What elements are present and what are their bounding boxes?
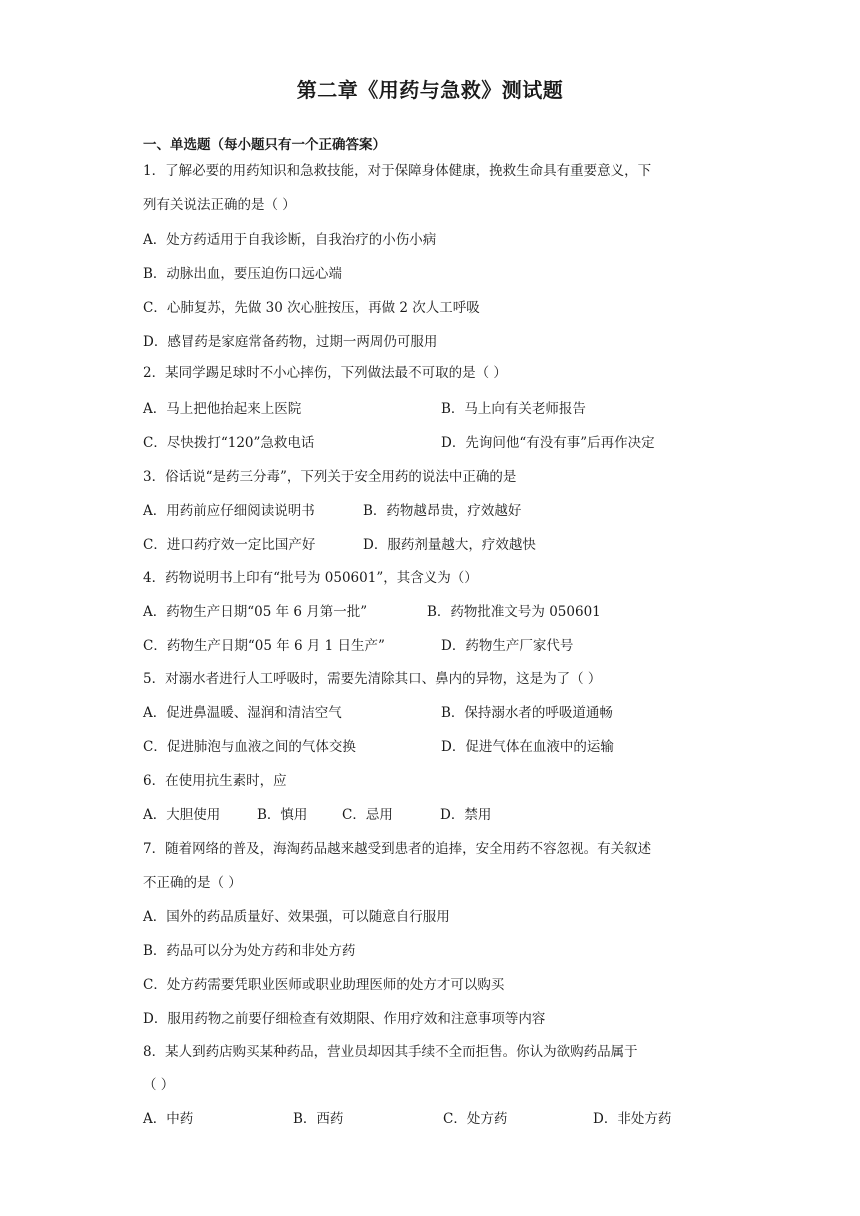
question-7-option-a: A．国外的药品质量好、效果强，可以随意自行服用 — [143, 909, 450, 925]
question-8-stem-line-2: （ ） — [143, 1077, 175, 1093]
question-8-option-c: C．处方药 — [443, 1111, 508, 1127]
question-2-option-c: C．尽快拨打“120”急救电话 — [143, 435, 315, 451]
question-1-stem-line-2: 列有关说法正确的是（ ） — [143, 197, 296, 213]
question-6-option-c: C．忌用 — [342, 807, 393, 823]
question-4-option-a: A．药物生产日期“05 年 6 月第一批” — [143, 604, 368, 620]
question-1-option-a: A．处方药适用于自我诊断，自我治疗的小伤小病 — [143, 232, 437, 248]
question-7-option-c: C．处方药需要凭职业医师或职业助理医师的处方才可以购买 — [143, 977, 505, 993]
question-4-option-c: C．药物生产日期“05 年 6 月 1 日生产” — [143, 638, 385, 654]
question-2-stem-line-1: 2．某同学踢足球时不小心摔伤，下列做法最不可取的是（ ） — [143, 365, 507, 381]
question-7-option-b: B．药品可以分为处方药和非处方药 — [143, 943, 356, 959]
question-8-option-b: B．西药 — [293, 1111, 344, 1127]
question-7-stem-line-2: 不正确的是（ ） — [143, 875, 242, 891]
question-2-option-d: D．先询问他“有没有事”后再作决定 — [441, 435, 655, 451]
question-8-stem-line-1: 8．某人到药店购买某种药品，营业员却因其手续不全而拒售。你认为欲购药品属于 — [143, 1044, 638, 1060]
question-4-option-d: D．药物生产厂家代号 — [441, 638, 574, 654]
question-3-stem-line-1: 3．俗话说“是药三分毒”，下列关于安全用药的说法中正确的是 — [143, 469, 517, 485]
question-5-option-b: B．保持溺水者的呼吸道通畅 — [441, 705, 613, 721]
question-6-option-d: D．禁用 — [440, 807, 492, 823]
question-6-option-b: B．慎用 — [257, 807, 308, 823]
section-heading: 一、单选题（每小题只有一个正确答案） — [143, 137, 386, 153]
question-7-option-d: D．服用药物之前要仔细检查有效期限、作用疗效和注意事项等内容 — [143, 1011, 546, 1027]
question-1-stem-line-1: 1．了解必要的用药知识和急救技能，对于保障身体健康，挽救生命具有重要意义，下 — [143, 163, 652, 179]
question-3-option-c: C．进口药疗效一定比国产好 — [143, 537, 316, 553]
question-4-option-b: B．药物批准文号为 050601 — [427, 604, 601, 620]
question-5-option-a: A．促进鼻温暖、湿润和清洁空气 — [143, 705, 342, 721]
question-2-option-b: B．马上向有关老师报告 — [441, 401, 586, 417]
question-5-stem-line-1: 5．对溺水者进行人工呼吸时，需要先清除其口、鼻内的异物，这是为了（ ） — [143, 671, 602, 687]
question-7-stem-line-1: 7．随着网络的普及，海淘药品越来越受到患者的追捧，安全用药不容忽视。有关叙述 — [143, 841, 652, 857]
question-6-stem-line-1: 6．在使用抗生素时，应 — [143, 773, 287, 789]
question-8-option-d: D．非处方药 — [593, 1111, 672, 1127]
question-2-option-a: A．马上把他抬起来上医院 — [143, 401, 302, 417]
question-1-option-b: B．动脉出血，要压迫伤口远心端 — [143, 266, 342, 282]
question-3-option-d: D．服药剂量越大，疗效越快 — [363, 537, 536, 553]
question-5-option-d: D．促进气体在血液中的运输 — [441, 739, 614, 755]
page-title: 第二章《用药与急救》测试题 — [296, 78, 564, 102]
question-3-option-b: B．药物越昂贵，疗效越好 — [363, 503, 522, 519]
question-4-stem-line-1: 4．药物说明书上印有“批号为 050601”，其含义为（） — [143, 570, 478, 586]
question-6-option-a: A．大胆使用 — [143, 807, 221, 823]
question-8-option-a: A．中药 — [143, 1111, 194, 1127]
question-5-option-c: C．促进肺泡与血液之间的气体交换 — [143, 739, 356, 755]
question-3-option-a: A．用药前应仔细阅读说明书 — [143, 503, 315, 519]
question-1-option-d: D．感冒药是家庭常备药物，过期一两周仍可服用 — [143, 334, 438, 350]
question-1-option-c: C．心肺复苏，先做 30 次心脏按压，再做 2 次人工呼吸 — [143, 300, 480, 316]
